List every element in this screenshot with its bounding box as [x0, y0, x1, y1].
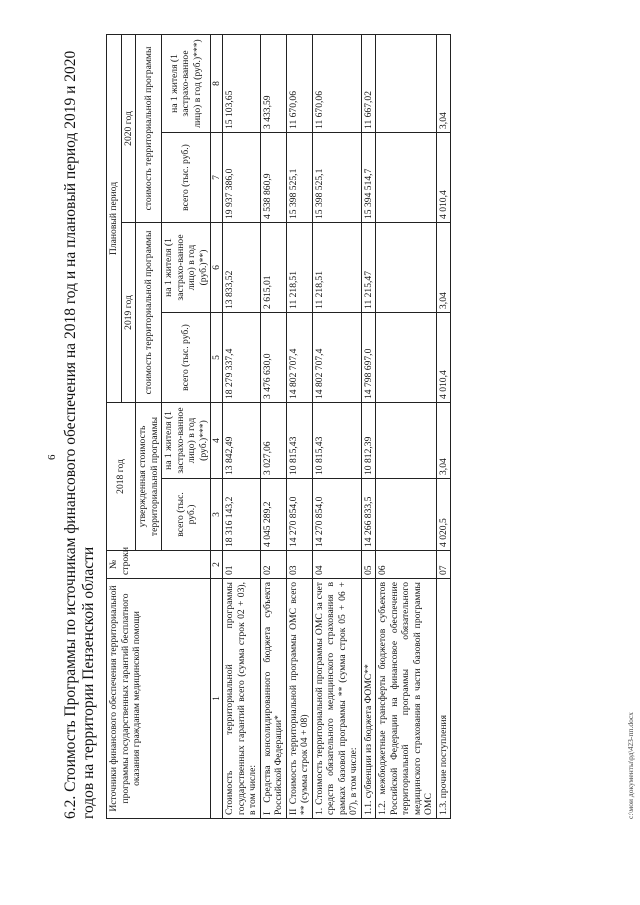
- cell-total-2020: 15 398 525,1: [286, 133, 312, 223]
- table-row: [312, 34, 361, 818]
- table-row: [286, 34, 312, 818]
- cell-total-2018: 4 020,5: [436, 479, 451, 551]
- cell-total-2020: 15 398 525,1: [312, 133, 361, 223]
- header-total-2018: всего (тыс. руб.): [162, 479, 211, 551]
- row-label: 1.3. прочие поступления: [436, 579, 451, 819]
- row-label: 1.2. межбюджетные трансферты бюджетов субъектов Российской Федерации на финансовое обеспечение территориальной программы обязательного медицинского страхования в части базовой программы ОМС: [376, 579, 437, 819]
- row-label: II Стоимость территориальной программы ОМС всего ** (сумма строк 04 + 08): [286, 579, 312, 819]
- header-row-1: [107, 34, 122, 818]
- cell-total-2020: [376, 133, 437, 223]
- cell-per-capita-2019: 11 218,51: [312, 223, 361, 313]
- header-source: Источники финансового обеспечения территориальной программы государственных гарантий бесплатного оказания гражданам медицинской помощи: [107, 579, 211, 819]
- row-code: 05: [361, 551, 376, 579]
- column-number: 3: [211, 479, 223, 551]
- table-row: [376, 34, 437, 818]
- header-per-capita-2018: на 1 жителя (1 застрахо-ванное лицо) в год (руб.)***): [162, 403, 211, 479]
- row-code: 06: [376, 551, 437, 579]
- cell-total-2020: 4 010,4: [436, 133, 451, 223]
- row-code: 01: [223, 551, 261, 579]
- header-year-2018: 2018 год: [107, 403, 136, 551]
- column-number: 8: [211, 34, 223, 132]
- row-label: I Средства консолидированного бюджета субъекта Российской Федерации*: [260, 579, 286, 819]
- cell-per-capita-2020: 11 667,02: [361, 34, 376, 132]
- cell-total-2018: 14 266 833,5: [361, 479, 376, 551]
- table-row: [260, 34, 286, 818]
- cell-per-capita-2018: 10 812,39: [361, 403, 376, 479]
- cell-per-capita-2018: 10 815,43: [312, 403, 361, 479]
- financing-table-container: [106, 35, 451, 819]
- header-program-cost-2019: стоимость территориальной программы: [136, 223, 162, 403]
- cell-per-capita-2018: 13 842,49: [223, 403, 261, 479]
- cell-per-capita-2020: 11 670,06: [312, 34, 361, 132]
- cell-per-capita-2020: 3 433,59: [260, 34, 286, 132]
- header-total-2020: всего (тыс. руб.): [162, 133, 211, 223]
- row-code: 02: [260, 551, 286, 579]
- cell-per-capita-2019: 2 615,01: [260, 223, 286, 313]
- row-label: Стоимость территориальной программы государственных гарантий всего (сумма строк 02 + 03), в том числе:: [223, 579, 261, 819]
- header-approved-cost: утвержденная стоимость территориальной программы: [136, 403, 162, 551]
- column-number: 6: [211, 223, 223, 313]
- cell-per-capita-2019: 11 218,51: [286, 223, 312, 313]
- cell-total-2018: 14 270 854,0: [286, 479, 312, 551]
- row-code: 03: [286, 551, 312, 579]
- cell-total-2019: [376, 313, 437, 403]
- header-per-capita-2019: на 1 жителя (1 застрахо-ванное лицо) в год (руб.)**): [162, 223, 211, 313]
- cell-total-2018: 14 270 854,0: [312, 479, 361, 551]
- cell-per-capita-2019: [376, 223, 437, 313]
- column-number-row: [211, 34, 223, 818]
- header-year-2020: 2020 год: [121, 34, 136, 222]
- cell-total-2019: 14 798 697,0: [361, 313, 376, 403]
- cell-per-capita-2020: [376, 34, 437, 132]
- column-number: 7: [211, 133, 223, 223]
- column-number: 5: [211, 313, 223, 403]
- header-year-2019: 2019 год: [121, 223, 136, 403]
- cell-per-capita-2020: 15 103,65: [223, 34, 261, 132]
- cell-total-2018: 4 045 289,2: [260, 479, 286, 551]
- table-row: [223, 34, 261, 818]
- column-number: 4: [211, 403, 223, 479]
- cell-per-capita-2018: [376, 403, 437, 479]
- cell-per-capita-2018: 3 027,06: [260, 403, 286, 479]
- page-number: 6: [46, 454, 58, 460]
- cell-per-capita-2020: 3,04: [436, 34, 451, 132]
- cell-total-2020: 15 394 514,7: [361, 133, 376, 223]
- cell-total-2019: 14 802 707,4: [312, 313, 361, 403]
- column-number: 2: [211, 551, 223, 579]
- header-total-2019: всего (тыс. руб.): [162, 313, 211, 403]
- cell-per-capita-2019: 3,04: [436, 223, 451, 313]
- cell-total-2018: [376, 479, 437, 551]
- cell-per-capita-2019: 13 833,52: [223, 223, 261, 313]
- cell-total-2019: 4 010,4: [436, 313, 451, 403]
- header-row-no: № строки: [107, 551, 211, 579]
- header-planned-period: Плановый период: [107, 34, 122, 402]
- header-program-cost-2020: стоимость территориальной программы: [136, 34, 162, 222]
- cell-per-capita-2018: 10 815,43: [286, 403, 312, 479]
- cell-total-2019: 18 279 337,4: [223, 313, 261, 403]
- cell-total-2019: 3 476 630,0: [260, 313, 286, 403]
- cell-total-2020: 19 937 386,0: [223, 133, 261, 223]
- row-code: 04: [312, 551, 361, 579]
- cell-per-capita-2019: 11 215,47: [361, 223, 376, 313]
- header-per-capita-2020: на 1 жителя (1 застрахо-ванное лицо) в год (руб.)***): [162, 34, 211, 132]
- file-path-footer: c:\мои документы\рд\423-пп.docx: [626, 712, 635, 819]
- row-code: 07: [436, 551, 451, 579]
- section-heading: 6.2. Стоимость Программы по источникам финансового обеспечения на 2018 год и на плановый период 2019 и 2020 годов на территории Пензенской области: [62, 50, 97, 819]
- row-label: 1.1. субвенции из бюджета ФОМС**: [361, 579, 376, 819]
- row-label: 1. Стоимость территориальной программы ОМС за счет средств обязательного медицинского страхования в рамках базовой программы ** (сумма строк 05 + 06 + 07), в том числе:: [312, 579, 361, 819]
- financing-table: [106, 34, 451, 819]
- table-row: [436, 34, 451, 818]
- cell-total-2018: 18 316 143,2: [223, 479, 261, 551]
- cell-per-capita-2018: 3,04: [436, 403, 451, 479]
- column-number: 1: [211, 579, 223, 819]
- cell-total-2020: 4 538 860,9: [260, 133, 286, 223]
- cell-total-2019: 14 802 707,4: [286, 313, 312, 403]
- table-row: [361, 34, 376, 818]
- cell-per-capita-2020: 11 670,06: [286, 34, 312, 132]
